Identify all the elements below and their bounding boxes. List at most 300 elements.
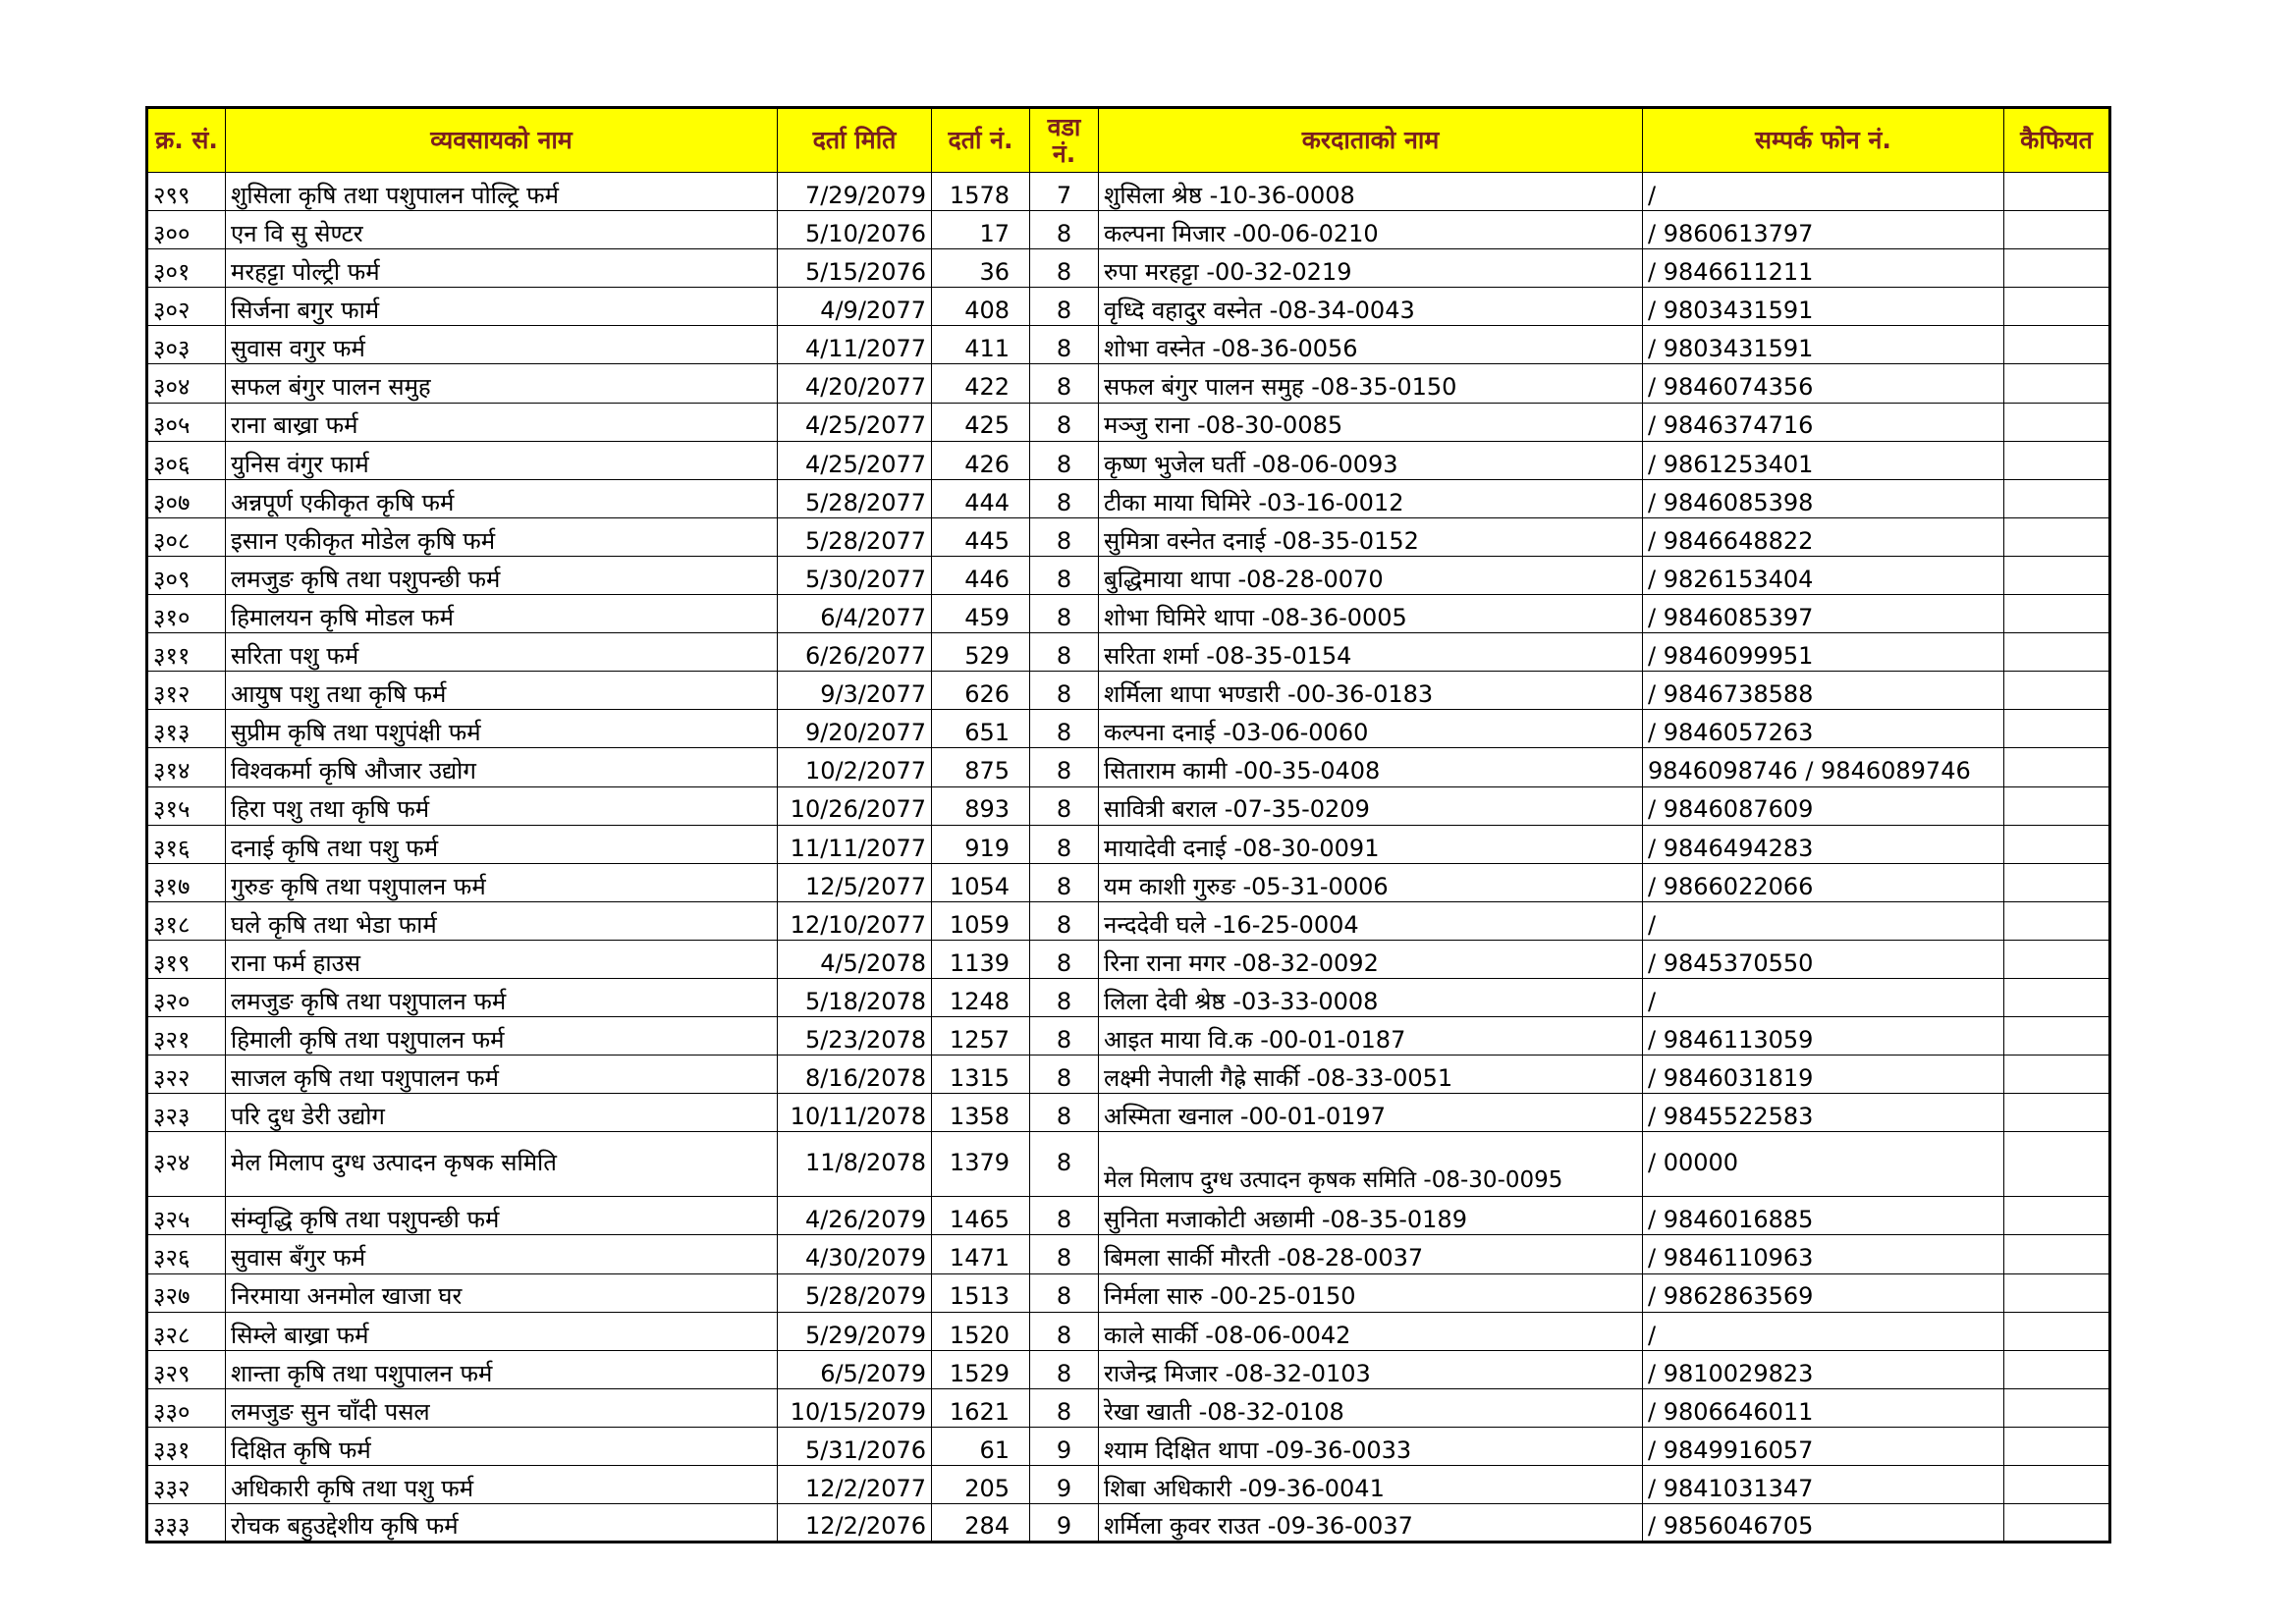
contact-phone-cell: / 9845522583 [1643, 1094, 2004, 1132]
business-name-cell: राना बाख्रा फर्म [226, 403, 778, 441]
ward-number-cell: 8 [1030, 1094, 1099, 1132]
registration-number-cell: 36 [932, 249, 1030, 288]
taxpayer-name-cell: सफल बंगुर पालन समुह -08-35-0150 [1099, 364, 1643, 403]
contact-phone-cell: / 9845370550 [1643, 940, 2004, 978]
contact-phone-cell: / 9803431591 [1643, 326, 2004, 364]
table-row [147, 633, 2110, 672]
registration-date-cell: 11/11/2077 [778, 825, 932, 863]
business-name-cell: आयुष पशु तथा कृषि फर्म [226, 672, 778, 710]
remarks-cell [2004, 1273, 2110, 1312]
registration-number-cell: 459 [932, 595, 1030, 633]
table-row [147, 249, 2110, 288]
contact-phone-cell: / 9846738588 [1643, 672, 2004, 710]
table-row [147, 672, 2110, 710]
registration-number-cell: 1054 [932, 863, 1030, 901]
registration-date-cell: 4/25/2077 [778, 441, 932, 479]
contact-phone-cell: / 9846494283 [1643, 825, 2004, 863]
registration-date-cell: 4/11/2077 [778, 326, 932, 364]
registration-number-cell: 1529 [932, 1350, 1030, 1388]
remarks-cell [2004, 1056, 2110, 1094]
business-name-cell: साजल कृषि तथा पशुपालन फर्म [226, 1056, 778, 1094]
ward-number-cell: 8 [1030, 825, 1099, 863]
taxpayer-name-cell: राजेन्द्र मिजार -08-32-0103 [1099, 1350, 1643, 1388]
taxpayer-name-cell: सरिता शर्मा -08-35-0154 [1099, 633, 1643, 672]
business-name-cell: हिमाली कृषि तथा पशुपालन फर्म [226, 1017, 778, 1056]
business-register-table [145, 106, 2111, 1543]
taxpayer-name-cell: लिला देवी श्रेष्ठ -03-33-0008 [1099, 978, 1643, 1016]
table-row [147, 211, 2110, 249]
serial-number-cell: ३११ [147, 633, 226, 672]
ward-number-cell: 9 [1030, 1504, 1099, 1543]
taxpayer-name-cell: सुमित्रा वस्नेत दनाई -08-35-0152 [1099, 517, 1643, 556]
remarks-cell [2004, 901, 2110, 940]
taxpayer-name-cell: नन्ददेवी घले -16-25-0004 [1099, 901, 1643, 940]
table-row [147, 595, 2110, 633]
remarks-cell [2004, 825, 2110, 863]
contact-phone-cell: / 9860613797 [1643, 211, 2004, 249]
registration-number-cell: 529 [932, 633, 1030, 672]
ward-number-cell: 8 [1030, 1197, 1099, 1235]
taxpayer-name-cell: सावित्री बराल -07-35-0209 [1099, 786, 1643, 825]
contact-phone-cell: / 00000 [1643, 1132, 2004, 1197]
contact-phone-cell: / 9806646011 [1643, 1388, 2004, 1427]
serial-number-cell: ३३३ [147, 1504, 226, 1543]
remarks-cell [2004, 1504, 2110, 1543]
registration-date-cell: 9/3/2077 [778, 672, 932, 710]
ward-number-cell: 8 [1030, 403, 1099, 441]
registration-number-cell: 408 [932, 288, 1030, 326]
registration-date-cell: 10/15/2079 [778, 1388, 932, 1427]
serial-number-cell: ३१२ [147, 672, 226, 710]
remarks-cell [2004, 748, 2110, 786]
registration-date-cell: 5/30/2077 [778, 556, 932, 594]
business-name-cell: मरहट्टा पोल्ट्री फर्म [226, 249, 778, 288]
serial-number-cell: ३१८ [147, 901, 226, 940]
remarks-cell [2004, 1427, 2110, 1465]
business-name-cell: हिरा पशु तथा कृषि फर्म [226, 786, 778, 825]
serial-number-cell: ३१६ [147, 825, 226, 863]
header-taxpayer: करदाताको नाम [1099, 108, 1643, 173]
taxpayer-name-cell: आइत माया वि.क -00-01-0187 [1099, 1017, 1643, 1056]
table-row [147, 403, 2110, 441]
ward-number-cell: 8 [1030, 901, 1099, 940]
registration-number-cell: 284 [932, 1504, 1030, 1543]
registration-date-cell: 5/28/2077 [778, 479, 932, 517]
registration-number-cell: 411 [932, 326, 1030, 364]
contact-phone-cell: / 9846087609 [1643, 786, 2004, 825]
taxpayer-name-cell: शुसिला श्रेष्ठ -10-36-0008 [1099, 173, 1643, 211]
serial-number-cell: ३३१ [147, 1427, 226, 1465]
table-row [147, 173, 2110, 211]
registration-number-cell: 425 [932, 403, 1030, 441]
taxpayer-name-cell: टीका माया घिमिरे -03-16-0012 [1099, 479, 1643, 517]
contact-phone-cell: 9846098746 / 9846089746 [1643, 748, 2004, 786]
ward-number-cell: 8 [1030, 556, 1099, 594]
serial-number-cell: ३१३ [147, 710, 226, 748]
ward-number-cell: 8 [1030, 1235, 1099, 1273]
table-row [147, 863, 2110, 901]
business-name-cell: मेल मिलाप दुग्ध उत्पादन कृषक समिति [226, 1132, 778, 1197]
registration-date-cell: 12/5/2077 [778, 863, 932, 901]
remarks-cell [2004, 1132, 2110, 1197]
registration-number-cell: 1257 [932, 1017, 1030, 1056]
serial-number-cell: ३२६ [147, 1235, 226, 1273]
registration-date-cell: 9/20/2077 [778, 710, 932, 748]
business-name-cell: हिमालयन कृषि मोडल फर्म [226, 595, 778, 633]
table-row [147, 1466, 2110, 1504]
business-name-cell: परि दुध डेरी उद्योग [226, 1094, 778, 1132]
ward-number-cell: 8 [1030, 441, 1099, 479]
ward-number-cell: 8 [1030, 364, 1099, 403]
remarks-cell [2004, 978, 2110, 1016]
business-name-cell: सुवास बँगुर फर्म [226, 1235, 778, 1273]
registration-number-cell: 445 [932, 517, 1030, 556]
business-name-cell: लमजुङ सुन चाँदी पसल [226, 1388, 778, 1427]
registration-number-cell: 17 [932, 211, 1030, 249]
ward-number-cell: 8 [1030, 1017, 1099, 1056]
taxpayer-name-cell: श्याम दिक्षित थापा -09-36-0033 [1099, 1427, 1643, 1465]
remarks-cell [2004, 288, 2110, 326]
table-row [147, 441, 2110, 479]
business-name-cell: संम्वृद्धि कृषि तथा पशुपन्छी फर्म [226, 1197, 778, 1235]
ward-number-cell: 8 [1030, 710, 1099, 748]
serial-number-cell: ३०७ [147, 479, 226, 517]
table-row [147, 288, 2110, 326]
remarks-cell [2004, 1017, 2110, 1056]
ward-number-cell: 8 [1030, 633, 1099, 672]
registration-number-cell: 1379 [932, 1132, 1030, 1197]
ward-number-cell: 9 [1030, 1466, 1099, 1504]
registration-date-cell: 4/5/2078 [778, 940, 932, 978]
remarks-cell [2004, 1312, 2110, 1350]
business-name-cell: सफल बंगुर पालन समुह [226, 364, 778, 403]
business-name-cell: घले कृषि तथा भेडा फार्म [226, 901, 778, 940]
contact-phone-cell: / 9866022066 [1643, 863, 2004, 901]
remarks-cell [2004, 1094, 2110, 1132]
registration-number-cell: 1578 [932, 173, 1030, 211]
serial-number-cell: ३२८ [147, 1312, 226, 1350]
contact-phone-cell: / 9826153404 [1643, 556, 2004, 594]
contact-phone-cell: / 9846057263 [1643, 710, 2004, 748]
serial-number-cell: ३१० [147, 595, 226, 633]
taxpayer-name-cell: कल्पना दनाई -03-06-0060 [1099, 710, 1643, 748]
header-sn: क्र. सं. [147, 108, 226, 173]
contact-phone-cell: / [1643, 901, 2004, 940]
registration-date-cell: 4/25/2077 [778, 403, 932, 441]
registration-number-cell: 1059 [932, 901, 1030, 940]
business-name-cell: अन्नपूर्ण एकीकृत कृषि फर्म [226, 479, 778, 517]
header-row [147, 108, 2110, 173]
serial-number-cell: ३०४ [147, 364, 226, 403]
taxpayer-name-cell: अस्मिता खनाल -00-01-0197 [1099, 1094, 1643, 1132]
taxpayer-name-cell: सिताराम कामी -00-35-0408 [1099, 748, 1643, 786]
registration-date-cell: 4/20/2077 [778, 364, 932, 403]
ward-number-cell: 8 [1030, 672, 1099, 710]
registration-number-cell: 1139 [932, 940, 1030, 978]
serial-number-cell: ३२३ [147, 1094, 226, 1132]
registration-date-cell: 11/8/2078 [778, 1132, 932, 1197]
taxpayer-name-cell: बुद्धिमाया थापा -08-28-0070 [1099, 556, 1643, 594]
contact-phone-cell: / 9846648822 [1643, 517, 2004, 556]
taxpayer-name-cell: बिमला सार्की मौरती -08-28-0037 [1099, 1235, 1643, 1273]
remarks-cell [2004, 326, 2110, 364]
contact-phone-cell: / 9849916057 [1643, 1427, 2004, 1465]
header-ward: वडा नं. [1030, 108, 1099, 173]
ward-number-cell: 8 [1030, 249, 1099, 288]
business-name-cell: एन वि सु सेण्टर [226, 211, 778, 249]
serial-number-cell: ३०० [147, 211, 226, 249]
registration-date-cell: 5/31/2076 [778, 1427, 932, 1465]
registration-number-cell: 1621 [932, 1388, 1030, 1427]
registration-date-cell: 10/2/2077 [778, 748, 932, 786]
taxpayer-name-cell: कृष्ण भुजेल घर्ती -08-06-0093 [1099, 441, 1643, 479]
contact-phone-cell: / 9846113059 [1643, 1017, 2004, 1056]
ward-number-cell: 8 [1030, 978, 1099, 1016]
business-name-cell: निरमाया अनमोल खाजा घर [226, 1273, 778, 1312]
taxpayer-name-cell: मञ्जु राना -08-30-0085 [1099, 403, 1643, 441]
registration-date-cell: 4/26/2079 [778, 1197, 932, 1235]
registration-date-cell: 5/23/2078 [778, 1017, 932, 1056]
table-row [147, 1427, 2110, 1465]
contact-phone-cell: / 9861253401 [1643, 441, 2004, 479]
business-name-cell: विश्वकर्मा कृषि औजार उद्योग [226, 748, 778, 786]
serial-number-cell: ३०६ [147, 441, 226, 479]
registration-number-cell: 1471 [932, 1235, 1030, 1273]
ward-number-cell: 8 [1030, 1388, 1099, 1427]
business-name-cell: शुसिला कृषि तथा पशुपालन पोल्ट्रि फर्म [226, 173, 778, 211]
registration-date-cell: 6/5/2079 [778, 1350, 932, 1388]
table-row [147, 326, 2110, 364]
table-row [147, 786, 2110, 825]
serial-number-cell: ३०३ [147, 326, 226, 364]
remarks-cell [2004, 1350, 2110, 1388]
table-row [147, 517, 2110, 556]
registration-number-cell: 61 [932, 1427, 1030, 1465]
serial-number-cell: ३०८ [147, 517, 226, 556]
ward-number-cell: 9 [1030, 1427, 1099, 1465]
ward-number-cell: 8 [1030, 211, 1099, 249]
registration-number-cell: 1248 [932, 978, 1030, 1016]
serial-number-cell: ३२४ [147, 1132, 226, 1197]
registration-date-cell: 4/30/2079 [778, 1235, 932, 1273]
serial-number-cell: ३१९ [147, 940, 226, 978]
business-name-cell: लमजुङ कृषि तथा पशुपालन फर्म [226, 978, 778, 1016]
registration-date-cell: 7/29/2079 [778, 173, 932, 211]
contact-phone-cell: / 9810029823 [1643, 1350, 2004, 1388]
registration-number-cell: 1513 [932, 1273, 1030, 1312]
taxpayer-name-cell: मायादेवी दनाई -08-30-0091 [1099, 825, 1643, 863]
business-name-cell: सिम्ले बाख्रा फर्म [226, 1312, 778, 1350]
registration-date-cell: 4/9/2077 [778, 288, 932, 326]
registration-number-cell: 919 [932, 825, 1030, 863]
business-name-cell: सुवास वगुर फर्म [226, 326, 778, 364]
remarks-cell [2004, 364, 2110, 403]
table-row [147, 1350, 2110, 1388]
contact-phone-cell: / 9846099951 [1643, 633, 2004, 672]
remarks-cell [2004, 940, 2110, 978]
serial-number-cell: ३२२ [147, 1056, 226, 1094]
ward-number-cell: 8 [1030, 517, 1099, 556]
registration-date-cell: 12/2/2077 [778, 1466, 932, 1504]
serial-number-cell: ३०२ [147, 288, 226, 326]
table-row [147, 1094, 2110, 1132]
taxpayer-name-cell: काले सार्की -08-06-0042 [1099, 1312, 1643, 1350]
serial-number-cell: २९९ [147, 173, 226, 211]
table-row [147, 940, 2110, 978]
contact-phone-cell: / 9846074356 [1643, 364, 2004, 403]
registration-number-cell: 1520 [932, 1312, 1030, 1350]
taxpayer-name-cell: मेल मिलाप दुग्ध उत्पादन कृषक समिति -08-30-0095 [1099, 1132, 1643, 1197]
contact-phone-cell: / 9846611211 [1643, 249, 2004, 288]
registration-date-cell: 5/18/2078 [778, 978, 932, 1016]
ward-number-cell: 8 [1030, 940, 1099, 978]
table-row [147, 1132, 2110, 1197]
serial-number-cell: ३२० [147, 978, 226, 1016]
registration-date-cell: 5/15/2076 [778, 249, 932, 288]
registration-number-cell: 651 [932, 710, 1030, 748]
serial-number-cell: ३२१ [147, 1017, 226, 1056]
remarks-cell [2004, 1466, 2110, 1504]
taxpayer-name-cell: शर्मिला कुवर राउत -09-36-0037 [1099, 1504, 1643, 1543]
ward-number-cell: 7 [1030, 173, 1099, 211]
taxpayer-name-cell: शिबा अधिकारी -09-36-0041 [1099, 1466, 1643, 1504]
business-name-cell: युनिस वंगुर फार्म [226, 441, 778, 479]
ward-number-cell: 8 [1030, 479, 1099, 517]
serial-number-cell: ३०१ [147, 249, 226, 288]
registration-number-cell: 1358 [932, 1094, 1030, 1132]
registration-number-cell: 422 [932, 364, 1030, 403]
taxpayer-name-cell: वृध्दि वहादुर वस्नेत -08-34-0043 [1099, 288, 1643, 326]
business-name-cell: लमजुङ कृषि तथा पशुपन्छी फर्म [226, 556, 778, 594]
contact-phone-cell: / [1643, 1312, 2004, 1350]
header-phone: सम्पर्क फोन नं. [1643, 108, 2004, 173]
header-reg-no: दर्ता नं. [932, 108, 1030, 173]
ward-number-cell: 8 [1030, 1056, 1099, 1094]
ward-number-cell: 8 [1030, 595, 1099, 633]
registration-number-cell: 1315 [932, 1056, 1030, 1094]
remarks-cell [2004, 1197, 2110, 1235]
table-row [147, 364, 2110, 403]
taxpayer-name-cell: रिना राना मगर -08-32-0092 [1099, 940, 1643, 978]
serial-number-cell: ३१५ [147, 786, 226, 825]
contact-phone-cell: / 9862863569 [1643, 1273, 2004, 1312]
business-name-cell: सरिता पशु फर्म [226, 633, 778, 672]
taxpayer-name-cell: रुपा मरहट्टा -00-32-0219 [1099, 249, 1643, 288]
ward-number-cell: 8 [1030, 786, 1099, 825]
serial-number-cell: ३१४ [147, 748, 226, 786]
registration-date-cell: 12/2/2076 [778, 1504, 932, 1543]
table-row [147, 1235, 2110, 1273]
taxpayer-name-cell: रेखा खाती -08-32-0108 [1099, 1388, 1643, 1427]
remarks-cell [2004, 710, 2110, 748]
contact-phone-cell: / 9856046705 [1643, 1504, 2004, 1543]
remarks-cell [2004, 211, 2110, 249]
table-row [147, 1017, 2110, 1056]
registration-date-cell: 6/26/2077 [778, 633, 932, 672]
registration-date-cell: 5/28/2079 [778, 1273, 932, 1312]
serial-number-cell: ३०५ [147, 403, 226, 441]
taxpayer-name-cell: यम काशी गुरुङ -05-31-0006 [1099, 863, 1643, 901]
ward-number-cell: 8 [1030, 1273, 1099, 1312]
remarks-cell [2004, 441, 2110, 479]
contact-phone-cell: / 9846016885 [1643, 1197, 2004, 1235]
remarks-cell [2004, 863, 2110, 901]
taxpayer-name-cell: निर्मला सारु -00-25-0150 [1099, 1273, 1643, 1312]
registration-date-cell: 5/28/2077 [778, 517, 932, 556]
ward-number-cell: 8 [1030, 1350, 1099, 1388]
registration-number-cell: 205 [932, 1466, 1030, 1504]
table-row [147, 1273, 2110, 1312]
table-row [147, 1504, 2110, 1543]
remarks-cell [2004, 672, 2110, 710]
registration-date-cell: 6/4/2077 [778, 595, 932, 633]
table-row [147, 1388, 2110, 1427]
business-name-cell: सिर्जना बगुर फार्म [226, 288, 778, 326]
business-name-cell: रोचक बहुउद्देशीय कृषि फर्म [226, 1504, 778, 1543]
serial-number-cell: ३३० [147, 1388, 226, 1427]
table-row [147, 978, 2110, 1016]
contact-phone-cell: / 9846031819 [1643, 1056, 2004, 1094]
registration-number-cell: 446 [932, 556, 1030, 594]
contact-phone-cell: / 9803431591 [1643, 288, 2004, 326]
serial-number-cell: ३२७ [147, 1273, 226, 1312]
header-business-name: व्यवसायको नाम [226, 108, 778, 173]
registration-date-cell: 8/16/2078 [778, 1056, 932, 1094]
header-remarks: कैफियत [2004, 108, 2110, 173]
contact-phone-cell: / [1643, 978, 2004, 1016]
registration-number-cell: 875 [932, 748, 1030, 786]
ward-number-cell: 8 [1030, 288, 1099, 326]
registration-number-cell: 893 [932, 786, 1030, 825]
remarks-cell [2004, 595, 2110, 633]
business-name-cell: इसान एकीकृत मोडेल कृषि फर्म [226, 517, 778, 556]
registration-date-cell: 5/10/2076 [778, 211, 932, 249]
table-row [147, 479, 2110, 517]
ward-number-cell: 8 [1030, 1132, 1099, 1197]
remarks-cell [2004, 633, 2110, 672]
contact-phone-cell: / 9846085397 [1643, 595, 2004, 633]
remarks-cell [2004, 479, 2110, 517]
taxpayer-name-cell: सुनिता मजाकोटी अछामी -08-35-0189 [1099, 1197, 1643, 1235]
business-name-cell: अधिकारी कृषि तथा पशु फर्म [226, 1466, 778, 1504]
table-row [147, 710, 2110, 748]
table-row [147, 1056, 2110, 1094]
remarks-cell [2004, 1388, 2110, 1427]
taxpayer-name-cell: शोभा वस्नेत -08-36-0056 [1099, 326, 1643, 364]
registration-date-cell: 10/11/2078 [778, 1094, 932, 1132]
business-name-cell: शान्ता कृषि तथा पशुपालन फर्म [226, 1350, 778, 1388]
remarks-cell [2004, 517, 2110, 556]
business-name-cell: दनाई कृषि तथा पशु फर्म [226, 825, 778, 863]
business-name-cell: सुप्रीम कृषि तथा पशुपंक्षी फर्म [226, 710, 778, 748]
taxpayer-name-cell: कल्पना मिजार -00-06-0210 [1099, 211, 1643, 249]
business-name-cell: राना फर्म हाउस [226, 940, 778, 978]
contact-phone-cell: / 9846374716 [1643, 403, 2004, 441]
registration-date-cell: 5/29/2079 [778, 1312, 932, 1350]
taxpayer-name-cell: शर्मिला थापा भण्डारी -00-36-0183 [1099, 672, 1643, 710]
serial-number-cell: ३३२ [147, 1466, 226, 1504]
taxpayer-name-cell: शोभा घिमिरे थापा -08-36-0005 [1099, 595, 1643, 633]
remarks-cell [2004, 249, 2110, 288]
registration-date-cell: 12/10/2077 [778, 901, 932, 940]
table-row [147, 748, 2110, 786]
registration-date-cell: 10/26/2077 [778, 786, 932, 825]
registration-number-cell: 444 [932, 479, 1030, 517]
ward-number-cell: 8 [1030, 863, 1099, 901]
serial-number-cell: ३०९ [147, 556, 226, 594]
business-name-cell: गुरुङ कृषि तथा पशुपालन फर्म [226, 863, 778, 901]
contact-phone-cell: / [1643, 173, 2004, 211]
